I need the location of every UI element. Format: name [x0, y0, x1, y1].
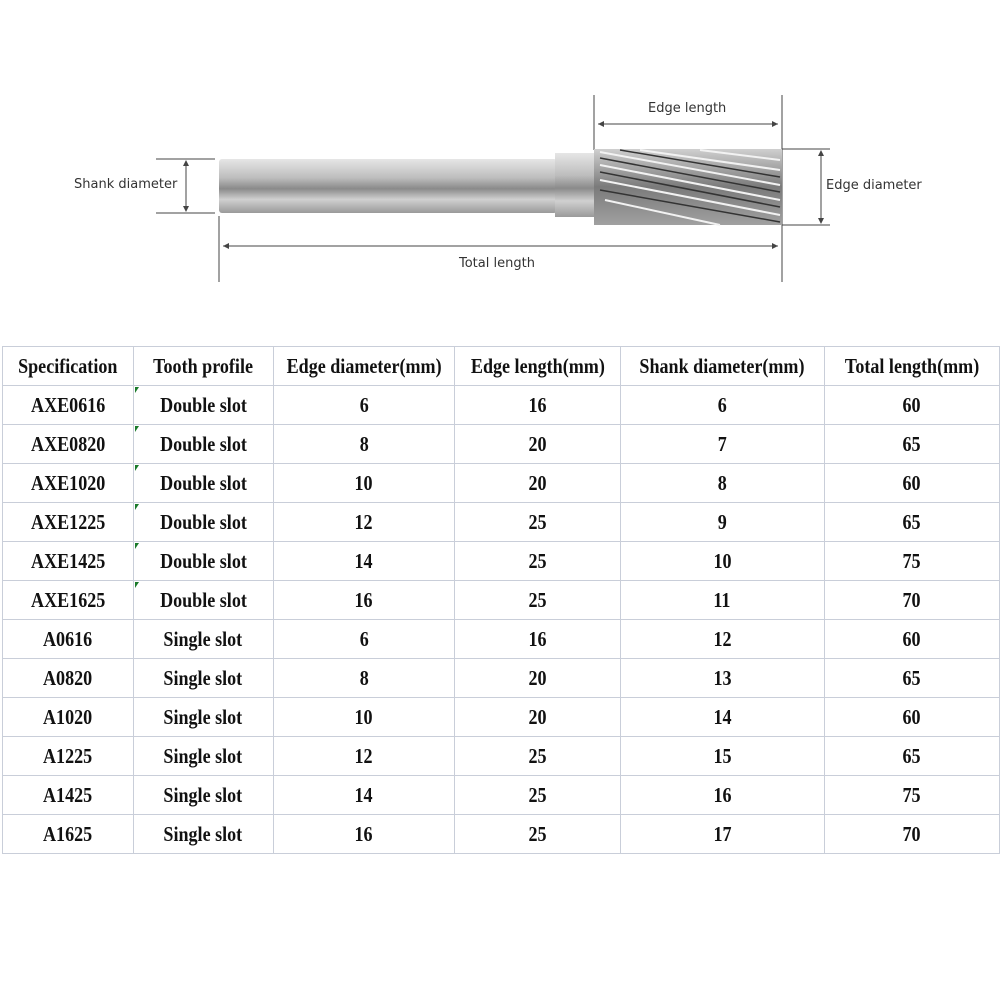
table-row: [3, 542, 1000, 581]
tooth-profile-cell: Double slot: [133, 503, 273, 542]
total-length-cell: 75: [824, 542, 1000, 581]
tooth-profile-cell: Double slot: [133, 542, 273, 581]
total-length-cell: 65: [824, 425, 1000, 464]
tooth-profile-cell: Single slot: [133, 737, 273, 776]
tooth-profile-cell: Single slot: [133, 659, 273, 698]
table-row: [3, 620, 1000, 659]
edge-length-cell: 20: [455, 698, 621, 737]
shank-diameter-cell: 12: [620, 620, 824, 659]
shank-diameter-cell: 11: [620, 581, 824, 620]
tooth-profile-cell: Double slot: [133, 386, 273, 425]
spec-cell: AXE0820: [3, 425, 134, 464]
total-length-cell: 60: [824, 620, 1000, 659]
edge-length-cell: 16: [455, 620, 621, 659]
table-row: [3, 659, 1000, 698]
burr-dimension-diagram: [0, 0, 1000, 320]
header-shank-diameter: Shank diameter(mm): [620, 347, 824, 386]
total-length-cell: 65: [824, 737, 1000, 776]
header-tooth-profile: Tooth profile: [133, 347, 273, 386]
shank-diameter-cell: 16: [620, 776, 824, 815]
spec-cell: AXE1225: [3, 503, 134, 542]
tooth-profile-cell: Double slot: [133, 581, 273, 620]
shank-diameter-cell: 8: [620, 464, 824, 503]
edge-length-cell: 20: [455, 659, 621, 698]
spec-cell: A1020: [3, 698, 134, 737]
edge-diameter-label: Edge diameter: [826, 178, 922, 193]
table-row: [3, 815, 1000, 854]
tooth-profile-cell: Double slot: [133, 464, 273, 503]
tooth-profile-cell: Single slot: [133, 698, 273, 737]
burr-illustration: [0, 0, 1000, 320]
shank-diameter-cell: 14: [620, 698, 824, 737]
header-edge-diameter: Edge diameter(mm): [273, 347, 454, 386]
edge-length-cell: 20: [455, 464, 621, 503]
edge-diameter-cell: 6: [273, 386, 454, 425]
cell-comment-marker: [135, 582, 139, 588]
total-length-cell: 65: [824, 503, 1000, 542]
spec-cell: AXE1020: [3, 464, 134, 503]
total-length-cell: 60: [824, 698, 1000, 737]
total-length-cell: 60: [824, 386, 1000, 425]
total-length-cell: 60: [824, 464, 1000, 503]
tooth-profile-cell: Single slot: [133, 776, 273, 815]
specification-table: [2, 346, 1000, 854]
spec-cell: A0616: [3, 620, 134, 659]
tooth-profile-cell: Single slot: [133, 815, 273, 854]
tooth-profile-cell: Double slot: [133, 425, 273, 464]
total-length-cell: 65: [824, 659, 1000, 698]
total-length-cell: 70: [824, 581, 1000, 620]
table-row: [3, 464, 1000, 503]
header-edge-length: Edge length(mm): [455, 347, 621, 386]
spec-cell: A1425: [3, 776, 134, 815]
table-row: [3, 581, 1000, 620]
shank-diameter-cell: 9: [620, 503, 824, 542]
cell-comment-marker: [135, 426, 139, 432]
spec-cell: A1625: [3, 815, 134, 854]
shank-diameter-cell: 7: [620, 425, 824, 464]
table-row: [3, 737, 1000, 776]
header-total-length: Total length(mm): [824, 347, 1000, 386]
cell-comment-marker: [135, 504, 139, 510]
spec-cell: AXE1425: [3, 542, 134, 581]
spec-cell: A0820: [3, 659, 134, 698]
shank-diameter-cell: 10: [620, 542, 824, 581]
table-header-row: [3, 347, 1000, 386]
edge-length-cell: 25: [455, 776, 621, 815]
spec-cell: AXE1625: [3, 581, 134, 620]
edge-length-cell: 20: [455, 425, 621, 464]
cell-comment-marker: [135, 543, 139, 549]
total-length-cell: 70: [824, 815, 1000, 854]
edge-length-cell: 25: [455, 737, 621, 776]
edge-diameter-cell: 14: [273, 776, 454, 815]
cell-comment-marker: [135, 465, 139, 471]
table-row: [3, 425, 1000, 464]
edge-diameter-cell: 8: [273, 659, 454, 698]
table-row: [3, 503, 1000, 542]
edge-length-cell: 16: [455, 386, 621, 425]
edge-diameter-cell: 12: [273, 737, 454, 776]
edge-diameter-cell: 16: [273, 581, 454, 620]
edge-diameter-cell: 14: [273, 542, 454, 581]
shank-diameter-cell: 13: [620, 659, 824, 698]
table-row: [3, 776, 1000, 815]
shank-diameter-cell: 15: [620, 737, 824, 776]
spec-cell: A1225: [3, 737, 134, 776]
total-length-cell: 75: [824, 776, 1000, 815]
header-specification: Specification: [3, 347, 134, 386]
edge-diameter-cell: 6: [273, 620, 454, 659]
shank-diameter-cell: 17: [620, 815, 824, 854]
edge-length-cell: 25: [455, 581, 621, 620]
edge-length-cell: 25: [455, 542, 621, 581]
edge-diameter-cell: 10: [273, 698, 454, 737]
tooth-profile-cell: Single slot: [133, 620, 273, 659]
spec-cell: AXE0616: [3, 386, 134, 425]
edge-length-cell: 25: [455, 815, 621, 854]
edge-diameter-cell: 16: [273, 815, 454, 854]
table-row: [3, 698, 1000, 737]
table-row: [3, 386, 1000, 425]
edge-length-label: Edge length: [648, 101, 727, 116]
edge-diameter-cell: 8: [273, 425, 454, 464]
edge-length-cell: 25: [455, 503, 621, 542]
shank-diameter-cell: 6: [620, 386, 824, 425]
total-length-label: Total length: [459, 256, 535, 271]
cell-comment-marker: [135, 387, 139, 393]
edge-diameter-cell: 12: [273, 503, 454, 542]
shank-diameter-label: Shank diameter: [74, 177, 178, 192]
edge-diameter-cell: 10: [273, 464, 454, 503]
